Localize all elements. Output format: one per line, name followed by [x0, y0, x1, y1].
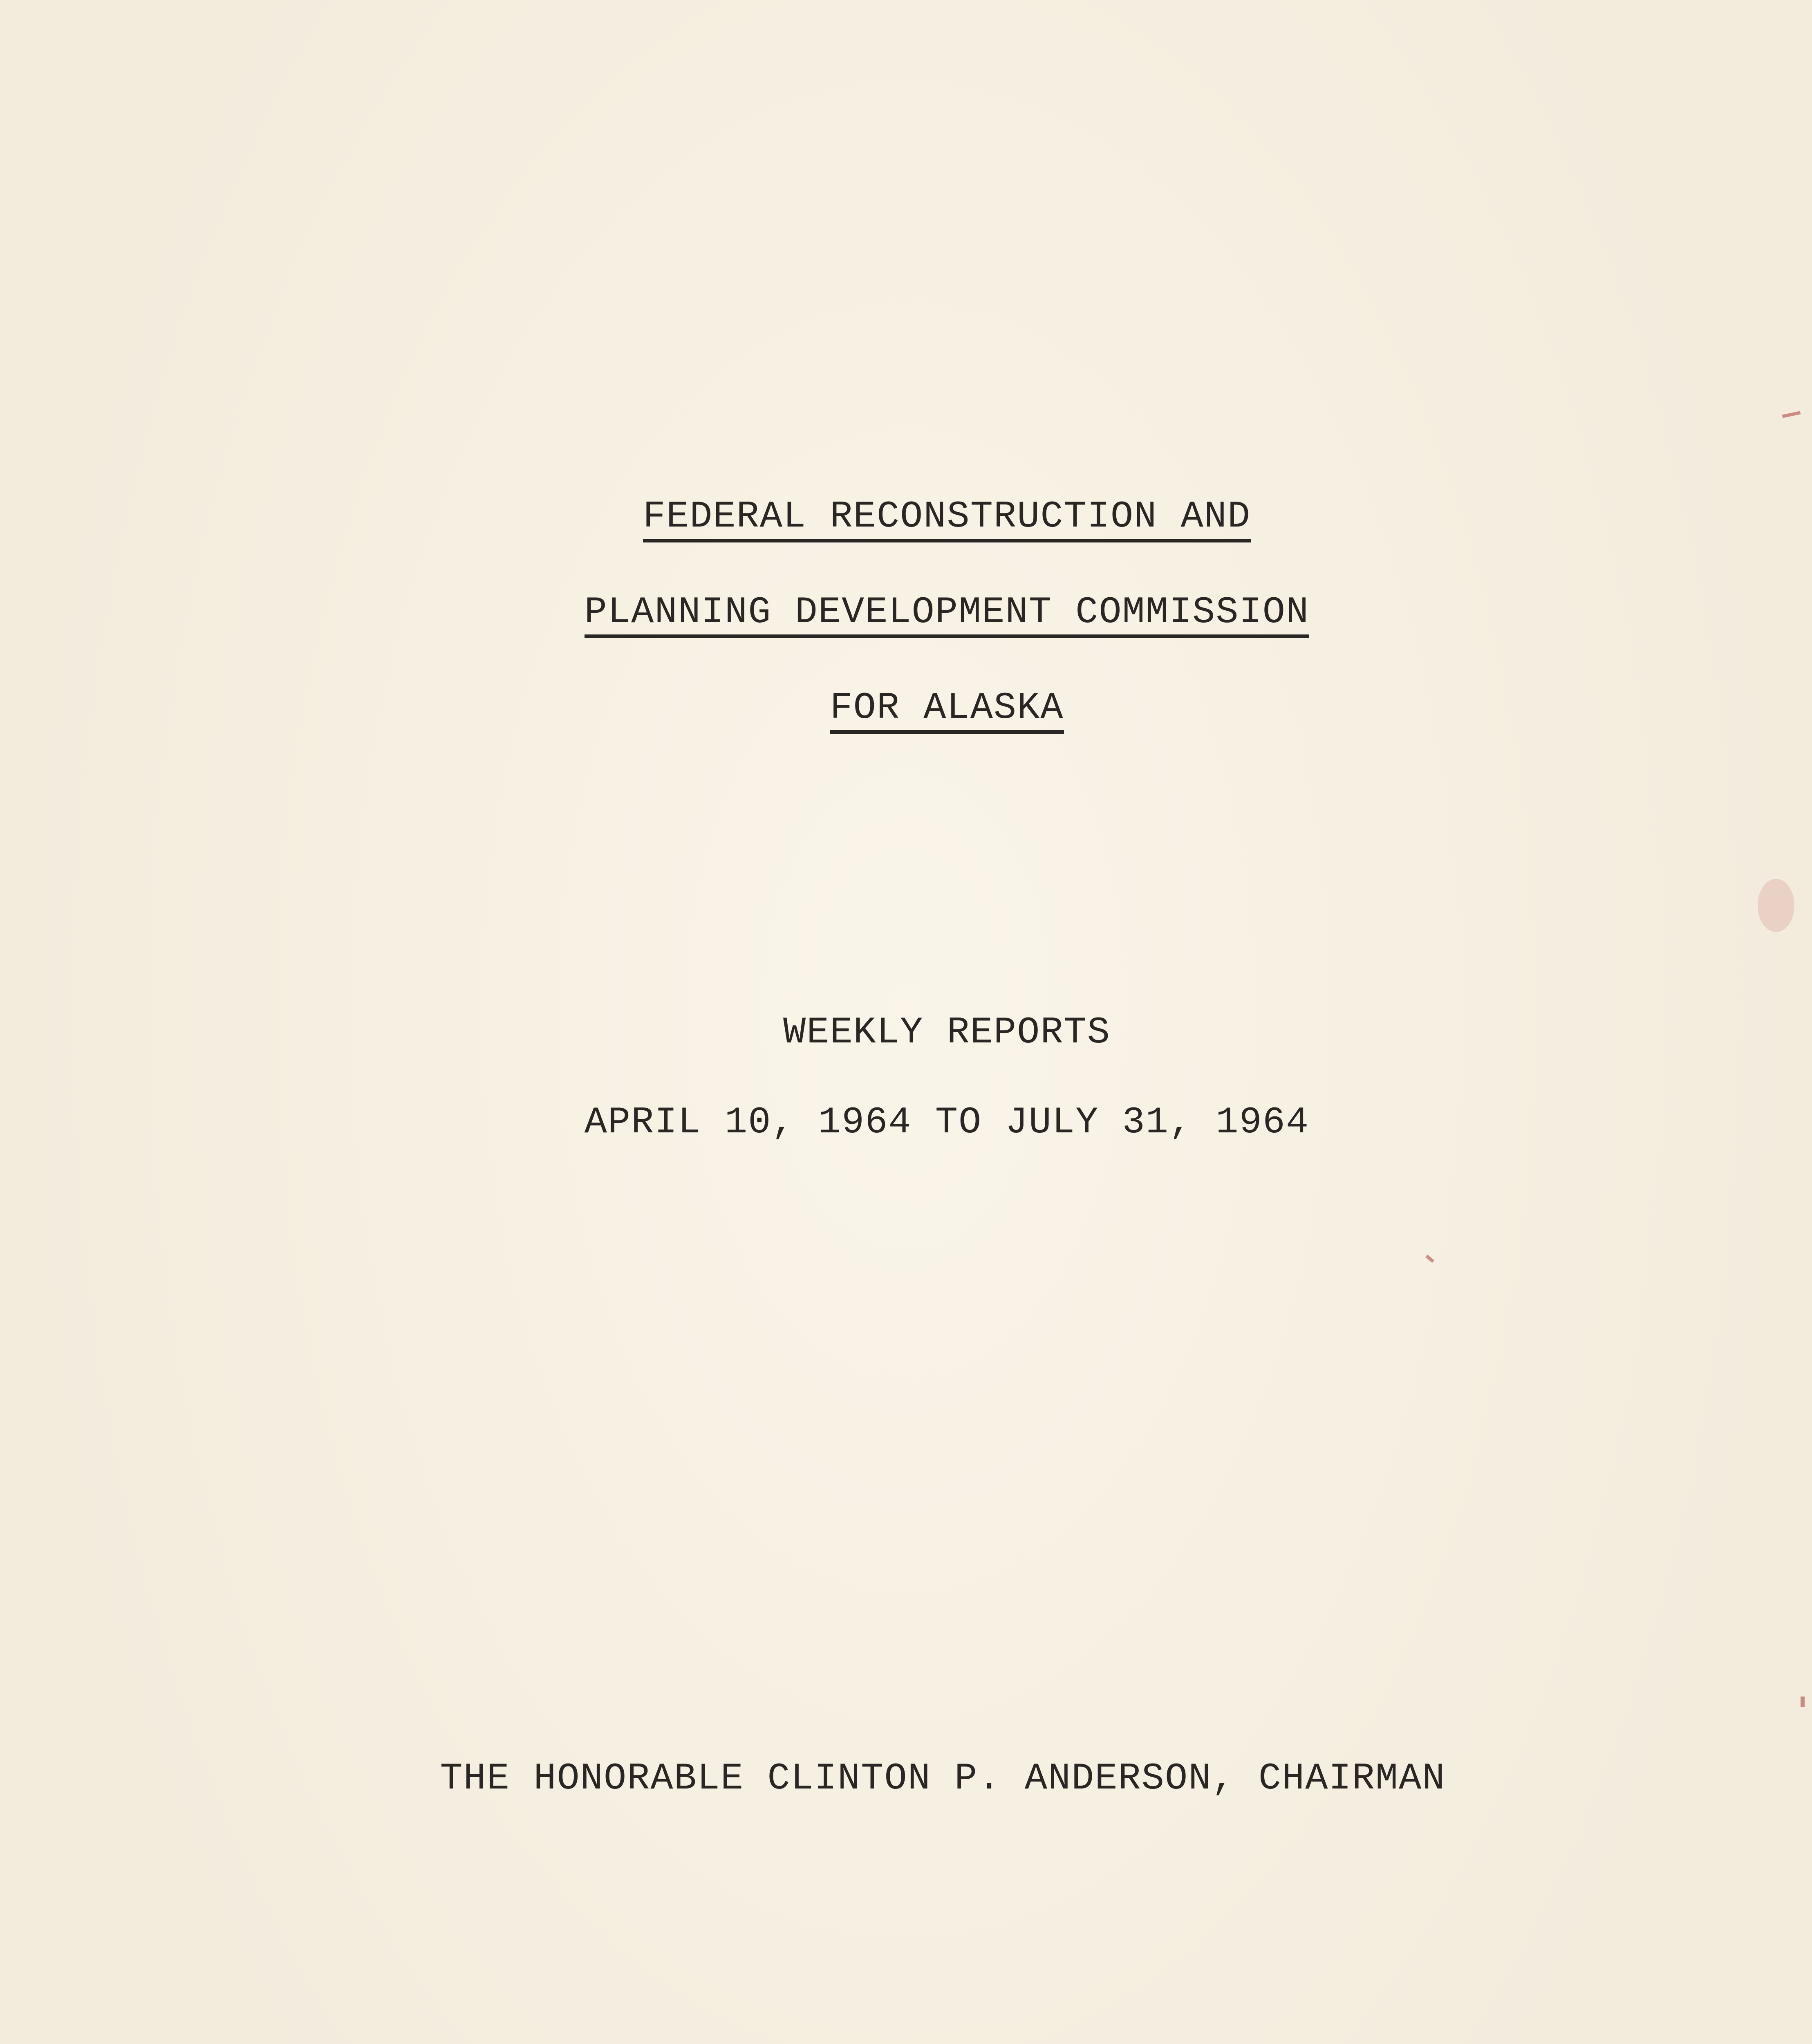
paper-stain [1758, 879, 1794, 932]
ink-mark [1782, 411, 1801, 418]
report-date-range: APRIL 10, 1964 TO JULY 31, 1964 [584, 1101, 1310, 1144]
title-line-3 [41, 686, 1812, 734]
chairman-line: THE HONORABLE CLINTON P. ANDERSON, CHAIRMAN [440, 1757, 1446, 1800]
report-heading: WEEKLY REPORTS [783, 1011, 1111, 1054]
ink-mark [1801, 1697, 1805, 1707]
ink-mark [1425, 1255, 1434, 1263]
title-line-2 [41, 591, 1812, 638]
title-line-1 [41, 495, 1812, 542]
title-line-3-text: FOR ALASKA [830, 689, 1064, 734]
title-line-2-text: PLANNING DEVELOPMENT COMMISSION [585, 594, 1309, 638]
title-line-1-text: FEDERAL RECONSTRUCTION AND [643, 498, 1251, 542]
